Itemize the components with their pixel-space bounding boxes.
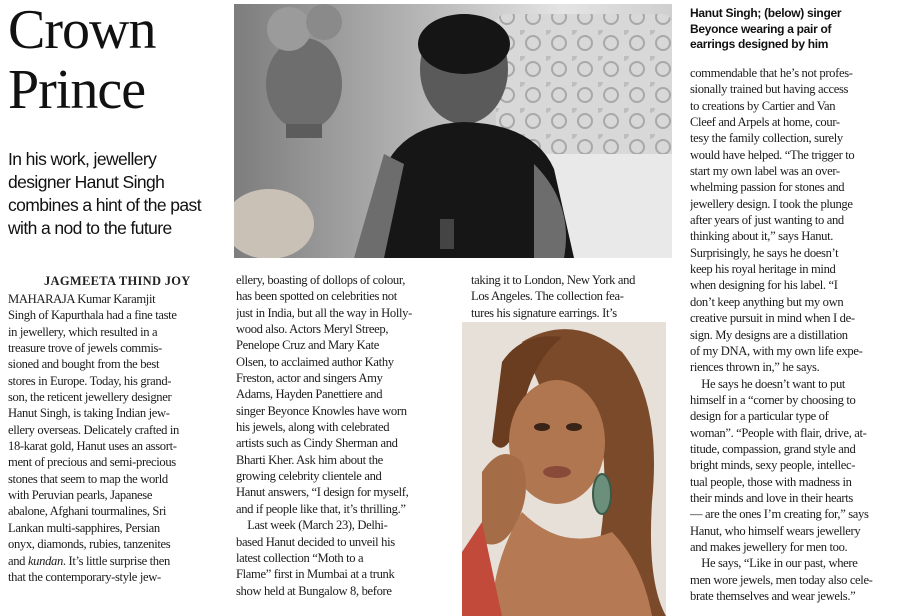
body-line: titude, compassion, grand style and: [690, 441, 856, 456]
body-line: with Peruvian pearls, Japanese: [8, 488, 153, 503]
caption-line: Beyonce wearing a pair of: [690, 21, 832, 36]
body-line: Bharti Kher. Ask him about the: [236, 452, 383, 467]
caption-line: earrings designed by him: [690, 37, 829, 51]
body-line: tual people, those with madness in: [690, 474, 852, 489]
standfirst-line: combines a hint of the past: [8, 195, 201, 215]
body-text: and: [8, 553, 28, 568]
body-line: Freston, actor and singers Amy: [236, 371, 383, 386]
body-column-4: [690, 65, 898, 604]
body-line: design for a particular type of: [690, 409, 829, 424]
body-line: men wore jewels, men today also cele-: [690, 572, 873, 587]
body-line: Hanut, who himself wears jewellery: [690, 523, 861, 538]
body-line: [8, 553, 230, 569]
body-line: and if people like that, it’s thrilling.”: [236, 501, 406, 516]
byline: JAGMEETA THIND JOY: [44, 274, 191, 288]
beyonce-photo: [462, 322, 666, 616]
body-line: Penelope Cruz and Mary Kate: [236, 338, 380, 353]
body-line: in jewellery, which resulted in a: [8, 324, 158, 339]
body-line: start my own label was an over-: [690, 164, 840, 179]
body-line: keep his royal heritage in mind: [690, 262, 836, 277]
headline-line-1: Crown: [8, 0, 156, 61]
caption-line: Hanut Singh; (below) singer: [690, 6, 842, 20]
body-line: that the contemporary-style jew-: [8, 569, 161, 584]
body-line: Hanut answers, “I design for myself,: [236, 485, 409, 500]
body-line: treasure trove of jewels commis-: [8, 341, 162, 356]
body-line: abalone, Afghani tourmalines, Sri: [8, 504, 167, 519]
body-line: don’t keep anything but my own: [690, 294, 844, 309]
body-line: thinking about it,” says Hanut.: [690, 229, 834, 244]
body-line: tures his signature earrings. It’s: [471, 305, 617, 320]
body-line: would have helped. “The trigger to: [690, 147, 855, 162]
body-line: of my DNA, with my own life expe-: [690, 343, 863, 358]
body-line: creative pursuit in mind when I de-: [690, 311, 855, 326]
body-line: sioned and bought from the best: [8, 357, 160, 372]
body-line: ment of precious and semi-precious: [8, 455, 176, 470]
body-line: stores in Europe. Today, his grand-: [8, 373, 172, 388]
standfirst-line: with a nod to the future: [8, 218, 172, 238]
body-line: MAHARAJA Kumar Karamjit: [8, 292, 156, 306]
body-line: Surprisingly, he says he doesn’t: [690, 245, 839, 260]
body-line: whelming passion for stones and: [690, 180, 845, 195]
body-line: Singh of Kapurthala had a fine taste: [8, 308, 177, 323]
headline-line-2: Prince: [8, 59, 146, 121]
body-column-1: [8, 291, 230, 585]
body-line: Flame” first in Mumbai at a trunk: [236, 567, 395, 582]
body-column-3: [471, 272, 657, 321]
body-line: bright minds, sexy people, intellec-: [690, 458, 856, 473]
body-line: Last week (March 23), Delhi-: [236, 518, 388, 533]
body-line: 18-karat gold, Hanut uses an assort-: [8, 439, 177, 454]
body-line: ellery, boasting of dollops of colour,: [236, 273, 406, 287]
body-line: show held at Bungalow 8, before: [236, 583, 392, 598]
body-line: Cleef and Arpels at home, cour-: [690, 115, 840, 130]
standfirst-line: In his work, jewellery: [8, 149, 157, 169]
body-line: Lankan multi-sapphires, Persian: [8, 520, 160, 535]
body-line: has been spotted on celebrities not: [236, 289, 397, 304]
photo-caption: [690, 6, 895, 53]
hanut-singh-photo: [234, 4, 672, 258]
body-line: Hanut Singh, is taking Indian jew-: [8, 406, 170, 421]
body-line: singer Beyonce Knowles have worn: [236, 403, 407, 418]
body-line: commendable that he’s not profes-: [690, 66, 853, 80]
body-line: wood also. Actors Meryl Streep,: [236, 322, 389, 337]
body-line: — are the ones I’m creating for,” says: [690, 507, 869, 522]
body-column-2: [236, 272, 464, 599]
body-line: Olsen, to acclaimed author Kathy: [236, 354, 394, 369]
body-line: to creations by Cartier and Van: [690, 98, 836, 113]
body-line: brate themselves and wear jewels.”: [690, 589, 856, 603]
standfirst: [8, 148, 230, 240]
body-line: riences thrown in,” he says.: [690, 360, 820, 375]
body-line: He says, “Like in our past, where: [690, 556, 858, 571]
body-line: onyx, diamonds, rubies, tanzenites: [8, 537, 171, 552]
body-line: just in India, but all the way in Holly-: [236, 305, 412, 320]
headline: [8, 0, 228, 120]
body-line: son, the reticent jewellery designer: [8, 390, 172, 405]
body-line: his jewels, along with celebrated: [236, 420, 390, 435]
body-line: Adams, Hayden Panettiere and: [236, 387, 383, 402]
body-line: their minds and love in their hearts: [690, 490, 853, 505]
body-line: sionally trained but having access: [690, 82, 849, 97]
body-line: sign. My designs are a distillation: [690, 327, 848, 342]
italic-word: kundan: [27, 553, 63, 568]
body-line: stones that seem to map the world: [8, 471, 168, 486]
body-line: tesy the family collection, surely: [690, 131, 843, 146]
body-line: after years of just wanting to and: [690, 213, 844, 228]
body-line: jewellery design. I took the plunge: [690, 196, 853, 211]
body-line: latest collection “Moth to a: [236, 550, 364, 565]
body-line: taking it to London, New York and: [471, 273, 636, 287]
body-line: based Hanut decided to unveil his: [236, 534, 395, 549]
body-line: and makes jewellery for men too.: [690, 539, 848, 554]
body-line: when designing for his label. “I: [690, 278, 838, 293]
body-line: Los Angeles. The collection fea-: [471, 289, 624, 304]
standfirst-line: designer Hanut Singh: [8, 172, 165, 192]
body-line: He says he doesn’t want to put: [690, 376, 846, 391]
body-line: artists such as Cindy Sherman and: [236, 436, 398, 451]
body-text: . It’s little surprise then: [62, 553, 170, 568]
body-line: growing celebrity clientele and: [236, 469, 382, 484]
body-line: woman”. “People with flair, drive, at-: [690, 425, 867, 440]
body-line: himself in a “corner by choosing to: [690, 392, 856, 407]
body-line: ellery overseas. Delicately crafted in: [8, 422, 179, 437]
